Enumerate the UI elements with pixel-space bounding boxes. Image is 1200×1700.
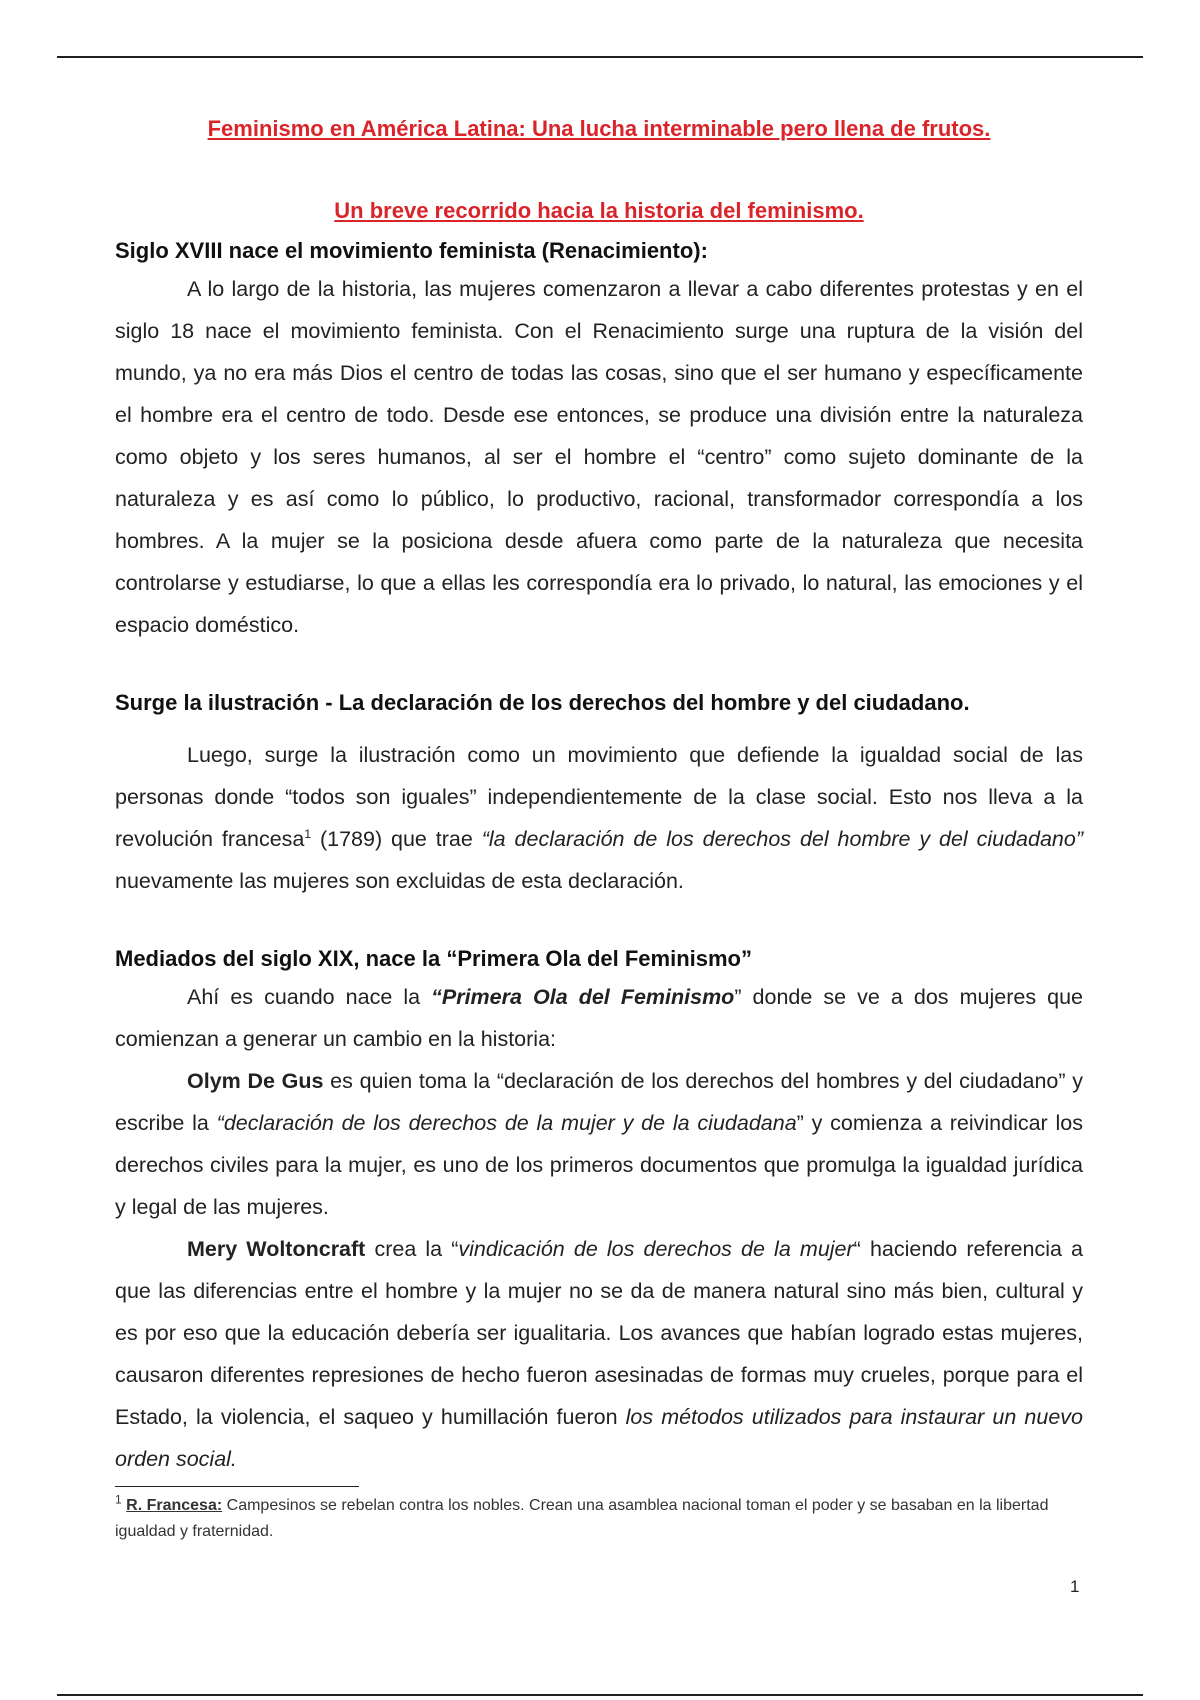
paragraph-primera-ola-intro bbox=[115, 976, 1083, 1060]
footer-rule bbox=[57, 1694, 1143, 1696]
footnote-text: Campesinos se rebelan contra los nobles. Crean una asamblea nacional toman el poder y se basaban en la libertad igualdad y fraternidad. bbox=[115, 1497, 1049, 1540]
document-subtitle: Un breve recorrido hacia la historia del feminismo. bbox=[334, 198, 864, 223]
mery-woltoncraft-name: Mery Woltoncraft bbox=[187, 1237, 366, 1261]
section-heading-ilustracion: Surge la ilustración - La declaración de los derechos del hombre y del ciudadano. bbox=[115, 690, 970, 715]
header-rule bbox=[57, 56, 1143, 58]
paragraph-ilustracion-text-1: Luego, surge la ilustración como un movimiento que defiende la igualdad social de las personas donde “todos son iguales” independientemente de la clase social. Esto nos lleva a la revolución francesa bbox=[115, 743, 1083, 851]
footnote-separator bbox=[115, 1486, 359, 1487]
document-page bbox=[115, 112, 1083, 1545]
footnote bbox=[115, 1493, 1083, 1545]
footnote-reference: 1 bbox=[304, 826, 312, 841]
primera-ola-intro-emphasis: “Primera Ola del Feminismo bbox=[431, 985, 735, 1009]
primera-ola-intro-text-2: ” donde se ve a dos mujeres que comienzan a generar un cambio en la historia: bbox=[115, 985, 1083, 1051]
mery-woltoncraft-text-2: “ haciendo referencia a que las diferencias entre el hombre y la mujer no se da de manera natural sino más bien, cultural y es por eso que la educación debería ser igualitaria. Los avances que habían logrado estas mujeres, causaron diferentes represiones de hecho fueron asesinadas de formas muy crueles, porque para el Estado, la violencia, el saqueo y humillación fueron bbox=[115, 1237, 1083, 1429]
section-heading-renacimiento: Siglo XVIII nace el movimiento feminista (Renacimiento): bbox=[115, 238, 708, 263]
olym-de-gus-quote: “declaración de los derechos de la mujer y de la ciudadana bbox=[216, 1111, 797, 1135]
paragraph-ilustracion-text-2: (1789) que trae bbox=[311, 827, 482, 851]
paragraph-ilustracion-text-3: nuevamente las mujeres son excluidas de esta declaración. bbox=[115, 869, 684, 893]
paragraph-ilustracion bbox=[115, 734, 1083, 902]
mery-woltoncraft-text-1: crea la “ bbox=[365, 1237, 459, 1261]
olym-de-gus-name: Olym De Gus bbox=[187, 1069, 324, 1093]
paragraph-ilustracion-quote: “la declaración de los derechos del hombre y del ciudadano” bbox=[481, 827, 1084, 851]
mery-woltoncraft-text-end: los métodos utilizados para instaurar un nuevo orden social. bbox=[115, 1405, 1083, 1471]
footnote-marker: 1 bbox=[115, 1492, 122, 1507]
olym-de-gus-text-1: es quien toma la “declaración de los derechos del hombres y del ciudadano” y escribe la bbox=[115, 1069, 1083, 1135]
footnote-label: R. Francesa: bbox=[126, 1497, 223, 1514]
paragraph-olym-de-gus bbox=[115, 1060, 1083, 1228]
paragraph-mery-woltoncraft bbox=[115, 1228, 1083, 1480]
mery-woltoncraft-quote: vindicación de los derechos de la mujer bbox=[458, 1237, 854, 1261]
document-title: Feminismo en América Latina: Una lucha interminable pero llena de frutos. bbox=[207, 116, 991, 141]
paragraph-renacimiento: A lo largo de la historia, las mujeres comenzaron a llevar a cabo diferentes protestas y en el siglo 18 nace el movimiento feminista. Con el Renacimiento surge una ruptura de la visión del mundo, ya no era más Dios el centro de todas las cosas, sino que el ser humano y específicamente el hombre era el centro de todo. Desde ese entonces, se produce una división entre la naturaleza como objeto y los seres humanos, al ser el hombre el “centro” como sujeto dominante de la naturaleza y es así como lo público, lo productivo, racional, transformador correspondía a los hombres. A la mujer se la posiciona desde afuera como parte de la naturaleza que necesita controlarse y estudiarse, lo que a ellas les correspondía era lo privado, lo natural, las emociones y el espacio doméstico. bbox=[115, 277, 1083, 637]
primera-ola-intro-text-1: Ahí es cuando nace la bbox=[187, 985, 432, 1009]
olym-de-gus-text-2: ” y comienza a reivindicar los derechos civiles para la mujer, es uno de los primeros documentos que promulga la igualdad jurídica y legal de las mujeres. bbox=[115, 1111, 1083, 1219]
page-number: 1 bbox=[1070, 1577, 1080, 1596]
section-heading-primera-ola: Mediados del siglo XIX, nace la “Primera Ola del Feminismo” bbox=[115, 946, 752, 971]
